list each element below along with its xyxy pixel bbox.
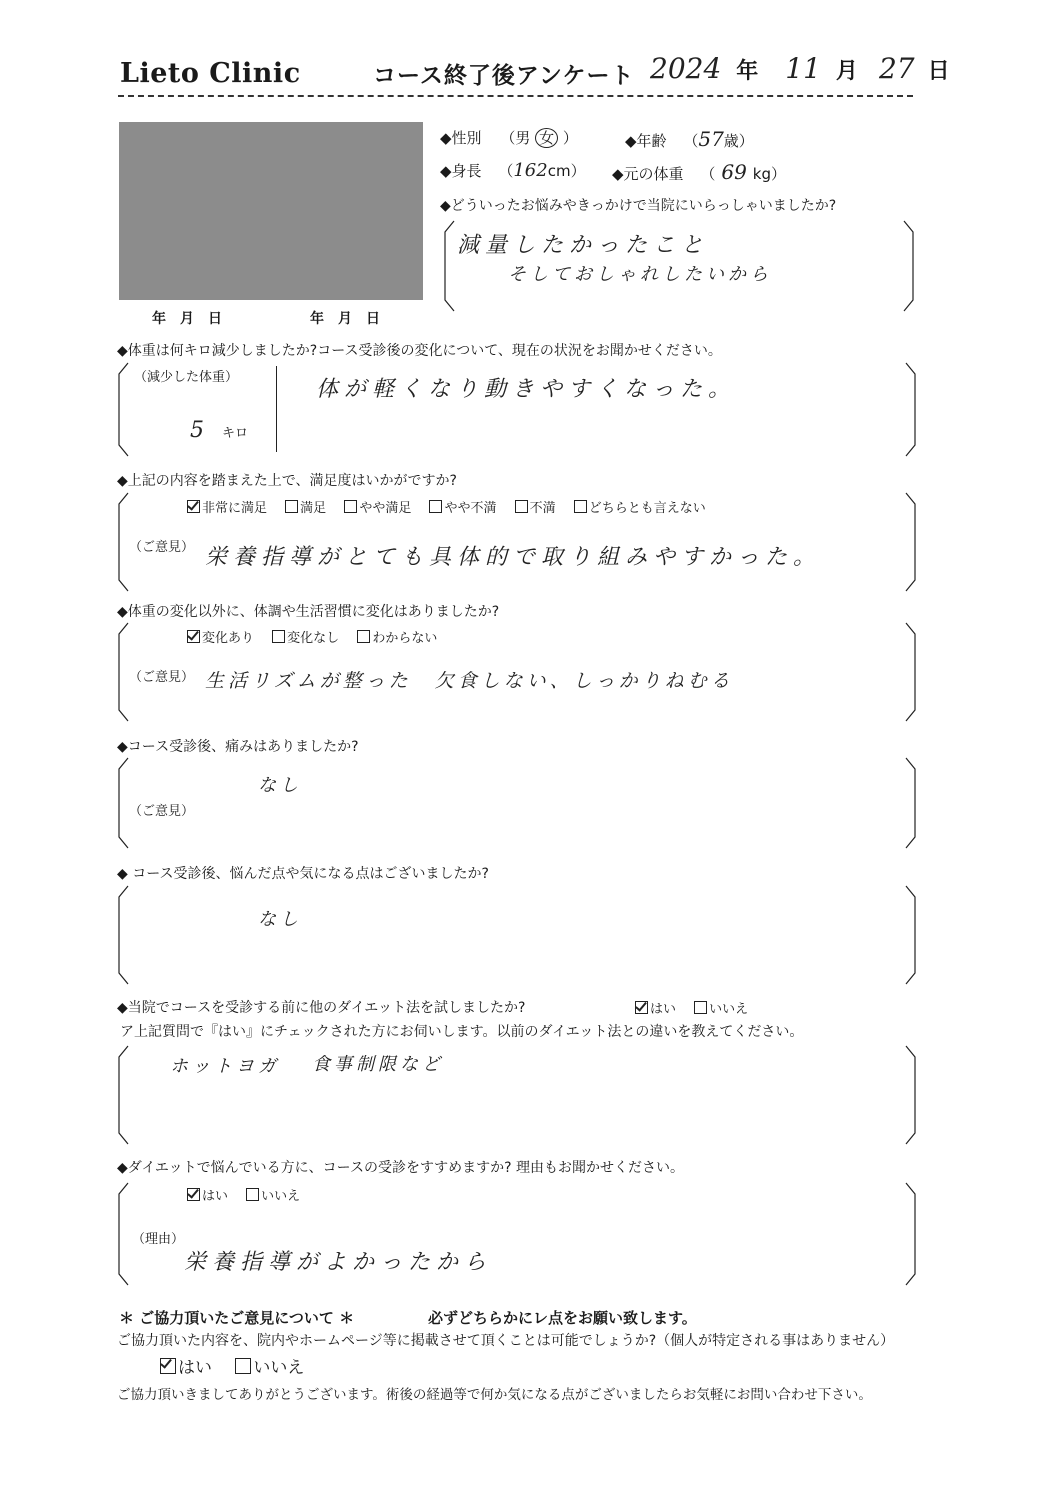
recommend-answer: 栄養指導がよかったから — [184, 1250, 493, 1275]
weight-value: 69 — [721, 160, 747, 184]
other-diet-question: ◆当院でコースを受診する前に他のダイエット法を試しましたか? — [117, 1000, 526, 1016]
other-diet-options — [635, 998, 748, 1017]
other-diet-bracket-right — [905, 1045, 917, 1145]
weight-question: ◆体重は何キロ減少しましたか?コース受診後の変化について、現在の状況をお聞かせください。 — [117, 343, 722, 359]
satisfaction-checkbox-neither[interactable] — [574, 500, 587, 513]
satisfaction-opinion-label: （ご意見） — [129, 540, 195, 555]
height-value: 162 — [513, 160, 548, 181]
height-row: ◆身長 （162cm） — [440, 160, 586, 181]
lifestyle-options — [187, 627, 451, 646]
lifestyle-option-no-change: 変化なし — [287, 631, 340, 646]
weight-row: ◆元の体重 （ 69 kg） — [612, 160, 787, 184]
lifestyle-bracket-right — [905, 622, 917, 722]
lifestyle-checkbox-no-change[interactable] — [272, 630, 285, 643]
photo-placeholder — [119, 122, 423, 300]
recommend-no-label: いいえ — [261, 1189, 301, 1204]
recommend-checkbox-yes[interactable] — [187, 1188, 200, 1201]
satisfaction-checkbox-somewhat-satisfied[interactable] — [344, 500, 357, 513]
consent-question: ご協力頂いた内容を、院内やホームページ等に掲載させて頂くことは可能でしょうか?（個人が特定される事はありません） — [117, 1333, 895, 1349]
satisfaction-options — [187, 497, 720, 516]
concern-question: ◆ コース受診後、悩んだ点や気になる点はございましたか? — [117, 866, 489, 882]
weight-lost-label: （減少した体重） — [134, 370, 239, 385]
weight-bracket-right — [905, 362, 917, 457]
form-title: コース終了後アンケート — [373, 63, 635, 89]
lifestyle-option-unknown: わからない — [372, 631, 438, 646]
lifestyle-option-changed: 変化あり — [202, 631, 255, 646]
gender-open: （男 — [500, 129, 531, 147]
satisfaction-checkbox-very-satisfied[interactable] — [187, 500, 200, 513]
reason-bracket-left — [443, 220, 455, 312]
height-unit: cm） — [547, 162, 586, 180]
gender-label: ◆性別 — [440, 129, 482, 147]
date-month: 11 — [785, 52, 821, 85]
footer-heading-note: 必ずどちらかにレ点をお願い致します。 — [428, 1309, 697, 1327]
age-unit: 歳） — [723, 132, 754, 150]
satisfaction-option-neither: どちらとも言えない — [588, 501, 706, 516]
other-diet-answer-part1: ホットヨガ — [170, 1056, 280, 1077]
reason-question: ◆どういったお悩みやきっかけで当院にいらっしゃいましたか? — [440, 198, 837, 214]
date-day-unit: 日 — [927, 59, 950, 84]
pain-bracket-left — [117, 757, 129, 849]
header-divider — [118, 95, 913, 97]
lifestyle-checkbox-changed[interactable] — [187, 630, 200, 643]
weight-lost-unit: キロ — [222, 426, 249, 441]
consent-checkbox-yes[interactable] — [160, 1358, 176, 1374]
other-diet-checkbox-no[interactable] — [694, 1001, 707, 1014]
recommend-reason-label: （理由） — [132, 1232, 185, 1247]
photo-after-date-label: 年 月 日 — [310, 311, 380, 327]
satisfaction-bracket-right — [905, 492, 917, 592]
recommend-question: ◆ダイエットで悩んでいる方に、コースの受診をすすめますか? 理由もお聞かせください。 — [117, 1160, 684, 1176]
clinic-logo: Lieto Clinic — [120, 58, 301, 89]
lifestyle-bracket-left — [117, 622, 129, 722]
lifestyle-opinion-label: （ご意見） — [129, 670, 195, 685]
lifestyle-answer: 生活リズムが整った 欠食しない、しっかりねむる — [205, 670, 734, 692]
satisfaction-option-satisfied: 満足 — [300, 501, 327, 516]
photo-before-date-label: 年 月 日 — [152, 311, 222, 327]
pain-opinion-label: （ご意見） — [129, 804, 195, 819]
gender-close: ） — [562, 129, 578, 147]
recommend-bracket-right — [905, 1182, 917, 1286]
concern-bracket-left — [117, 885, 129, 985]
weight-lost-value: 5 — [190, 418, 204, 443]
date-day: 27 — [878, 52, 915, 85]
lifestyle-question: ◆体重の変化以外に、体調や生活習慣に変化はありましたか? — [117, 604, 500, 620]
age-label: ◆年齢 — [625, 132, 667, 150]
weight-divider — [276, 366, 277, 452]
satisfaction-bracket-left — [117, 492, 129, 592]
consent-yes-label: はい — [178, 1358, 212, 1378]
other-diet-answer-part2: 食事制限など — [312, 1054, 444, 1075]
other-diet-checkbox-yes[interactable] — [635, 1001, 648, 1014]
satisfaction-checkbox-dissatisfied[interactable] — [515, 500, 528, 513]
pain-answer: なし — [258, 775, 302, 796]
concern-answer: なし — [258, 909, 302, 930]
form-date — [650, 52, 950, 85]
recommend-options — [187, 1185, 300, 1204]
satisfaction-answer: 栄養指導がとても具体的で取り組みやすかった。 — [205, 545, 822, 570]
satisfaction-checkbox-somewhat-dissatisfied[interactable] — [429, 500, 442, 513]
recommend-yes-label: はい — [202, 1189, 229, 1204]
consent-options — [160, 1353, 304, 1378]
age-row: ◆年齢 （57歳） — [625, 127, 754, 151]
other-diet-no-label: いいえ — [709, 1002, 749, 1017]
satisfaction-question: ◆上記の内容を踏まえた上で、満足度はいかがですか? — [117, 473, 457, 489]
other-diet-bracket-left — [117, 1045, 129, 1145]
reason-answer-line1: 減量したかったこと — [457, 233, 710, 258]
satisfaction-option-very-satisfied: 非常に満足 — [202, 501, 268, 516]
gender-row — [440, 127, 578, 148]
weight-unit: kg） — [752, 165, 787, 183]
lifestyle-checkbox-unknown[interactable] — [357, 630, 370, 643]
reason-bracket-right — [903, 220, 915, 312]
footer-thanks: ご協力頂いきましてありがとうございます。術後の経過等で何か気になる点がございましたらお気軽にお問い合わせ下さい。 — [117, 1387, 872, 1403]
date-year: 2024 — [650, 52, 722, 85]
age-value: 57 — [698, 127, 724, 151]
other-diet-yes-label: はい — [650, 1002, 677, 1017]
concern-bracket-right — [905, 885, 917, 985]
pain-question: ◆コース受診後、痛みはありましたか? — [117, 739, 359, 755]
pain-bracket-right — [905, 757, 917, 849]
date-year-unit: 年 — [736, 59, 759, 84]
satisfaction-checkbox-satisfied[interactable] — [285, 500, 298, 513]
consent-no-label: いいえ — [253, 1358, 305, 1378]
height-label: 身長 — [451, 162, 482, 180]
gender-selected: 女 — [535, 128, 558, 148]
recommend-bracket-left — [117, 1182, 129, 1286]
recommend-checkbox-no[interactable] — [246, 1188, 259, 1201]
footer-heading: ＊ ご協力頂いたご意見について ＊ — [119, 1309, 355, 1327]
reason-answer-line2: そしておしゃれしたいから — [508, 264, 772, 285]
weight-bracket-left — [117, 362, 129, 457]
satisfaction-option-somewhat-satisfied: やや満足 — [359, 501, 412, 516]
satisfaction-option-somewhat-dissatisfied: やや不満 — [444, 501, 497, 516]
weight-label: ◆元の体重 — [612, 165, 684, 183]
consent-checkbox-no[interactable] — [235, 1358, 251, 1374]
weight-answer: 体が軽くなり動きやすくなった。 — [316, 377, 737, 402]
satisfaction-option-dissatisfied: 不満 — [529, 501, 556, 516]
other-diet-followup: ア上記質問で『はい』にチェックされた方にお伺いします。以前のダイエット法との違いを教えてください。 — [120, 1024, 804, 1040]
date-month-unit: 月 — [835, 59, 858, 84]
